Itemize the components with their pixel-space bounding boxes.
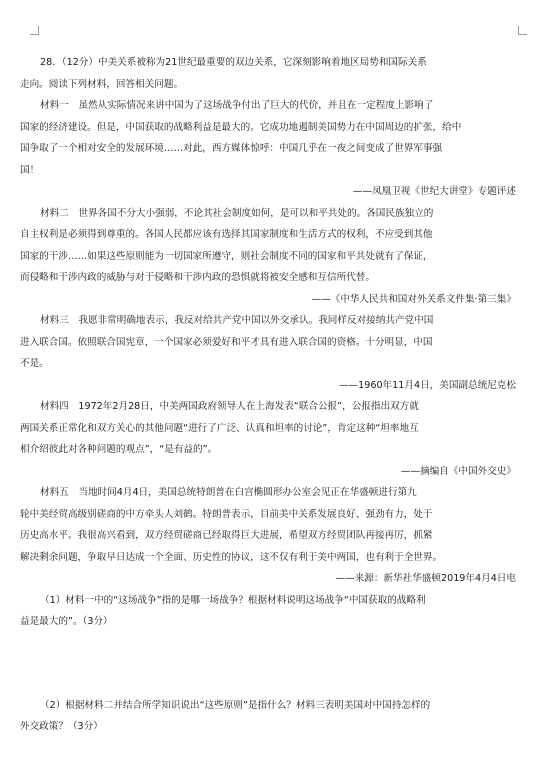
material-line: 轮中美经贸高级别磋商的中方牵头人刘鹤。特朗普表示，目前美中关系发展良好、强劲有力，处于: [20, 508, 433, 520]
material-line: 国家的干涉……如果这些原则能为一切国家所遵守，则社会制度不同的国家和平共处就有了保证，: [20, 250, 433, 262]
sub-question-line: （1）材料一中的“这场战争”指的是哪一场战争？根据材料说明这场战争“中国获取的战略利: [40, 594, 426, 606]
material-2: [20, 203, 540, 311]
question-stem-line: 28．（12分）中美关系被称为21世纪最重要的双边关系，它深刻影响着地区局势和国际关系: [40, 57, 427, 68]
material-3: [20, 310, 540, 396]
material-5: [20, 482, 540, 590]
material-line: 不是。: [20, 358, 49, 369]
material-source: ——1960年11月4日，美国副总统尼克松: [338, 379, 516, 391]
material-line: 材料三 我愿非常明确地表示，我反对给共产党中国以外交承认。我同样反对接纳共产党中国: [40, 315, 434, 326]
material-line: 解决剩余问题，争取早日达成一个全面、历史性的协议，这不仅有利于美中两国，也有利于全世界。: [20, 551, 443, 563]
material-line: 国争取了一个相对安全的发展环境……对此，西方媒体惊呼：中国几乎在一夜之间变成了世界军事强: [20, 143, 443, 154]
material-line: 材料五 当地时间4月4日，美国总统特朗普在白宫椭圆形办公室会见正在华盛顿进行第九: [40, 487, 417, 498]
material-line: 国！: [20, 164, 40, 176]
material-line: 国家的经济建设。但是，中国获取的战略利益是最大的。它成功地遏制美国势力在中国周边的扩张，给中: [20, 121, 462, 133]
material-line: 历史高水平。我很高兴看到，双方经贸磋商已经取得巨大进展，希望双方经贸团队再接再厉，抓紧: [20, 530, 433, 541]
material-line: 材料二 世界各国不分大小强弱，不论其社会制度如何，是可以和平共处的。各国民族独立的: [40, 207, 434, 219]
question-stem-line: 走向。阅读下列材料，回答相关问题。: [20, 78, 184, 90]
material-line: 进入联合国。依照联合国宪章，一个国家必须爱好和平才具有进入联合国的资格。十分明显，中国: [20, 336, 433, 348]
material-line: 两国关系正常化和双方关心的其他问题“进行了广泛、认真和坦率的讨论”，肯定这种“坦率地互: [20, 422, 419, 434]
sub-question-line: （2）根据材料二并结合所学知识说出“这些原则”是指什么？材料三表明美国对中国持怎样的: [40, 699, 431, 711]
material-line: 材料四 1972年2月28日，中美两国政府领导人在上海发表“联合公报”，公报指出双方就: [40, 401, 419, 412]
answer-space: [20, 633, 540, 695]
material-line: 自主权利是必须得到尊重的。各国人民都应该有选择其国家制度和生活方式的权利，不应受到其他: [20, 229, 433, 240]
sub-question-1: [20, 590, 540, 633]
material-source: ——凤凰卫视《世纪大讲堂》专题评述: [352, 186, 516, 197]
document-page: [20, 52, 540, 738]
sub-question-2: [20, 695, 540, 738]
page-corner-mark-left: [30, 26, 39, 35]
material-source: ——摘编自《中国外交史》: [400, 465, 516, 477]
material-1: [20, 95, 540, 203]
sub-question-line: 外交政策？（3分）: [20, 721, 103, 732]
sub-question-line: 益是最大的”。（3分）: [20, 616, 113, 627]
material-source: ——《中华人民共和国对外关系文件集·第三集》: [311, 293, 516, 305]
page-corner-mark-right: [518, 26, 527, 35]
question-stem: [20, 52, 540, 95]
material-line: 材料一 虽然从实际情况来讲中国为了这场战争付出了巨大的代价，并且在一定程度上影响了: [40, 100, 434, 111]
material-line: 相介绍彼此对各种问题的观点”，“是有益的”。: [20, 444, 218, 455]
material-line: 而侵略和干涉内政的威胁与对于侵略和干涉内政的恐惧就将被安全感和互信所代替。: [20, 272, 375, 283]
material-source: ——来源：新华社华盛顿2019年4月4日电: [335, 573, 516, 584]
material-4: [20, 396, 540, 482]
